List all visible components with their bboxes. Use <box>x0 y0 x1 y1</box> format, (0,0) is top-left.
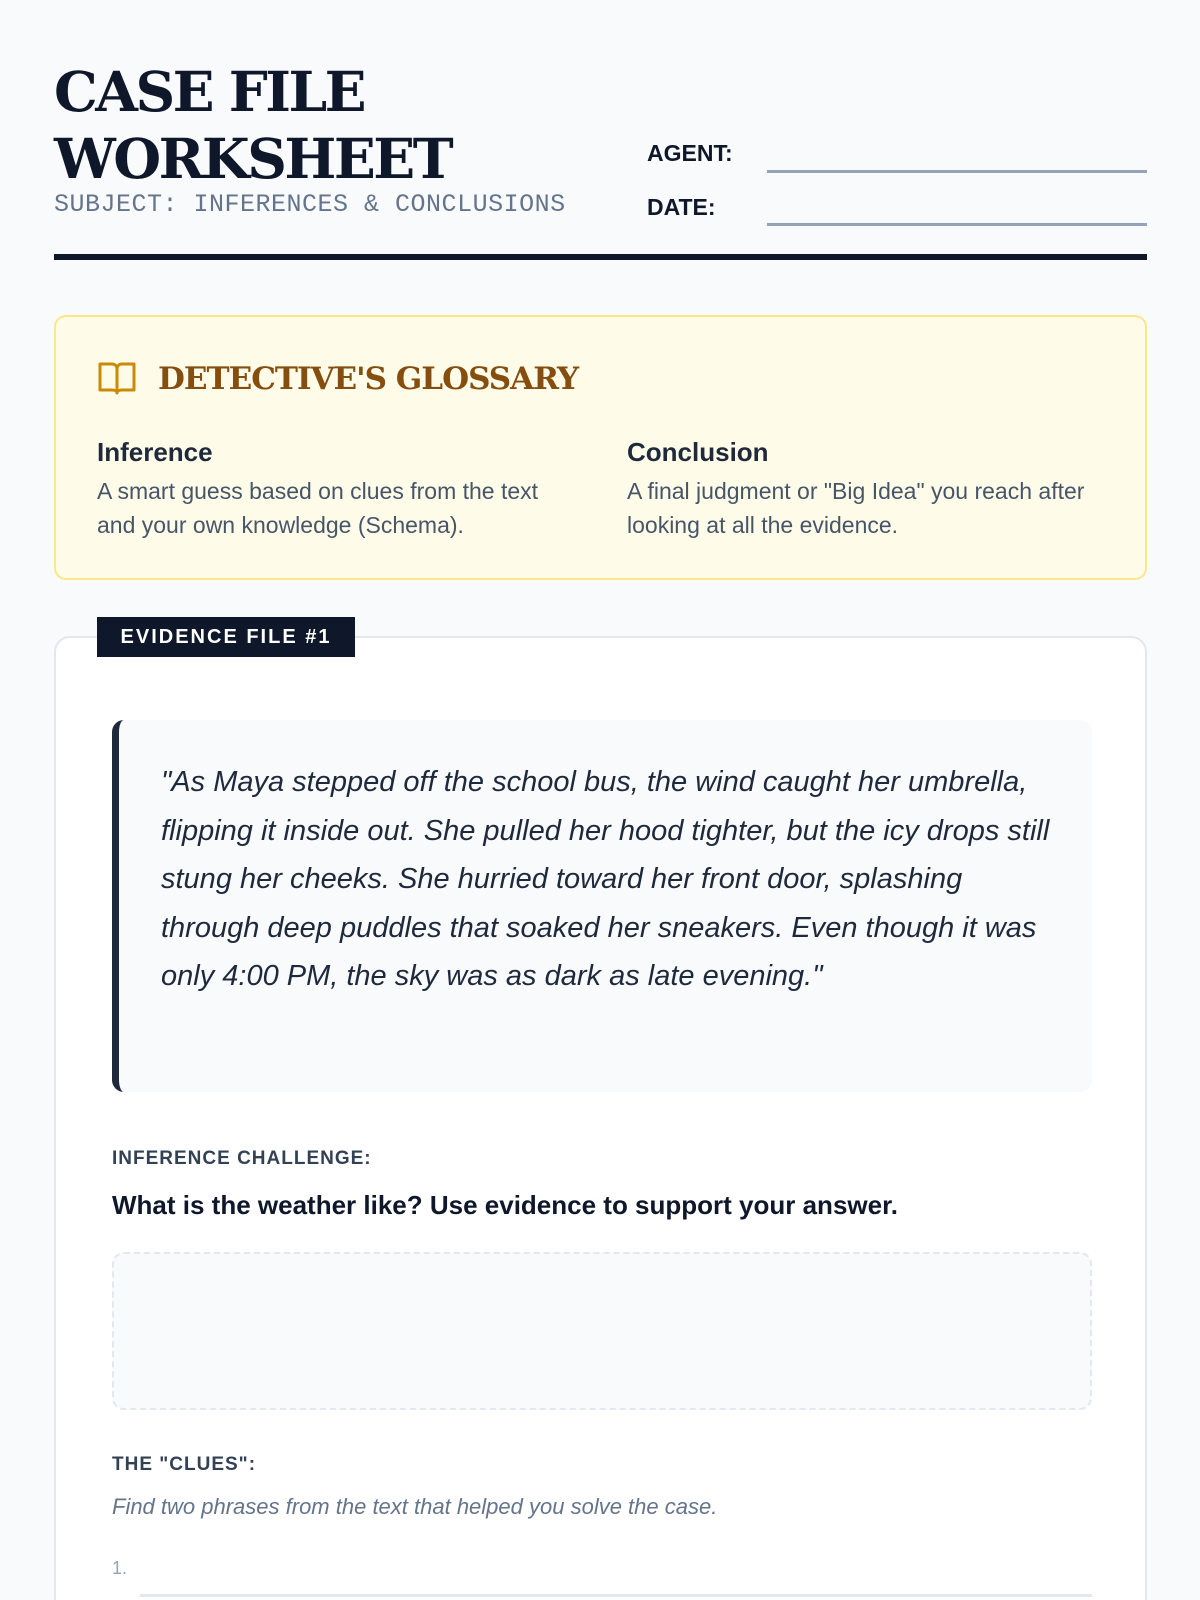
clues-label: THE "CLUES": <box>112 1454 257 1475</box>
subject-line: SUBJECT: INFERENCES & CONCLUSIONS <box>54 190 566 219</box>
term-definition: A smart guess based on clues from the text and your own knowledge (Schema). <box>97 478 539 538</box>
answer-box[interactable] <box>112 1252 1092 1410</box>
evidence-file-tag: EVIDENCE FILE #1 <box>97 617 355 657</box>
date-label: DATE: <box>647 194 716 220</box>
glossary-term <box>627 437 1097 542</box>
glossary-box <box>54 315 1147 580</box>
challenge-question: What is the weather like? Use evidence to support your answer. <box>112 1190 898 1220</box>
evidence-card <box>54 636 1147 1600</box>
evidence-passage: "As Maya stepped off the school bus, the wind caught her umbrella, flipping it inside out. She pulled her hood tighter, but the icy drops still stung her cheeks. She hurried toward her front door, splashing through deep puddles that soaked her sneakers. Even though it was only 4:00 PM, the sky was as dark as late evening." <box>112 720 1092 1092</box>
agent-label: AGENT: <box>647 140 733 166</box>
glossary-title: DETECTIVE'S GLOSSARY <box>158 361 579 397</box>
title-line-2: WORKSHEET <box>54 126 452 191</box>
agent-input-line[interactable] <box>767 170 1147 173</box>
challenge-label: INFERENCE CHALLENGE: <box>112 1148 372 1169</box>
title-line-1: CASE FILE <box>54 59 365 124</box>
clue-answer-line[interactable] <box>140 1594 1092 1597</box>
term-name: Inference <box>97 437 213 467</box>
term-definition: A final judgment or "Big Idea" you reach after looking at all the evidence. <box>627 478 1085 538</box>
glossary-term <box>97 437 567 542</box>
clue-number: 1. <box>112 1558 128 1578</box>
date-input-line[interactable] <box>767 223 1147 226</box>
page-title <box>54 58 451 192</box>
header-divider <box>54 254 1147 260</box>
book-open-icon <box>98 361 136 397</box>
term-name: Conclusion <box>627 437 769 467</box>
clues-hint: Find two phrases from the text that helped you solve the case. <box>112 1494 718 1519</box>
